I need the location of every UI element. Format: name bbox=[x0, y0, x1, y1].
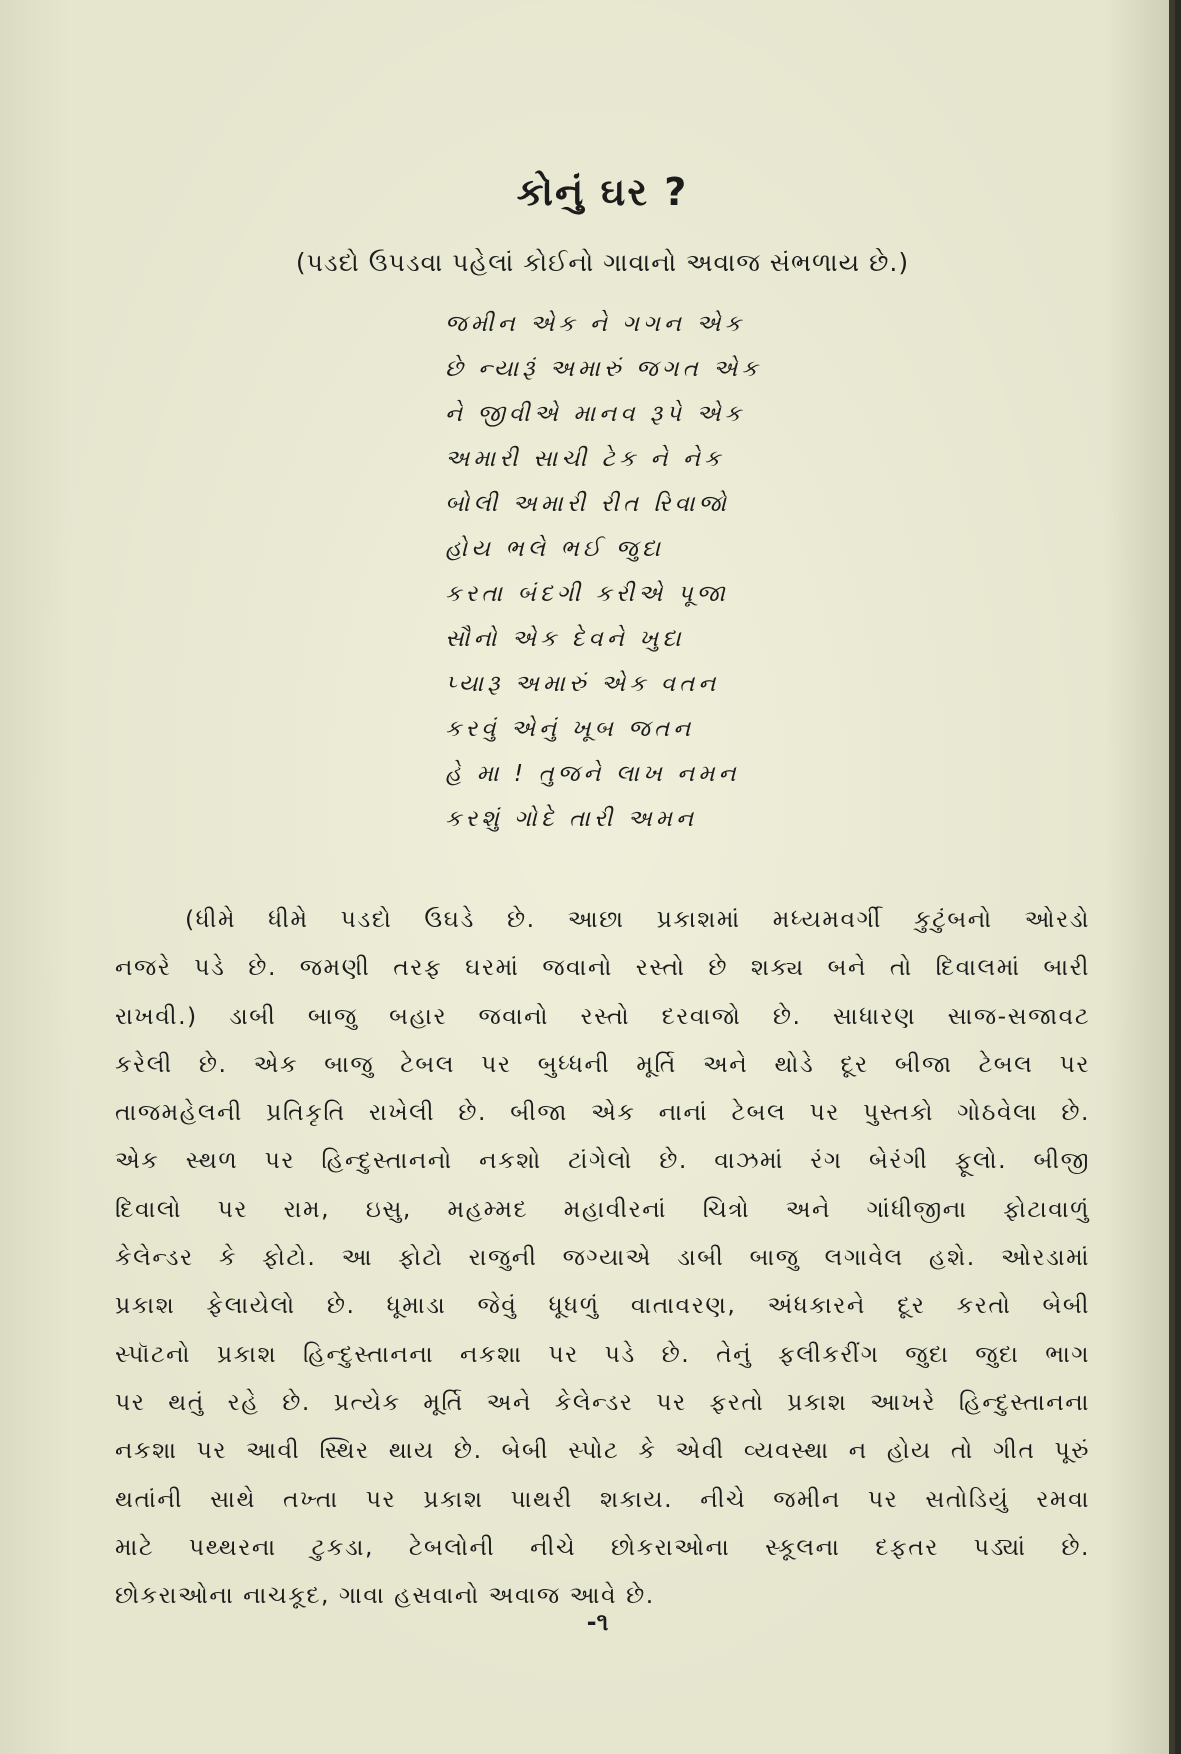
paragraph-line: તાજમહેલની પ્રતિકૃતિ રાખેલી છે. બીજા એક નાનાં ટેબલ પર પુસ્તકો ગોઠવેલા છે. bbox=[115, 1098, 1090, 1127]
paragraph-line: નકશા પર આવી સ્થિર થાય છે. બેબી સ્પોટ કે એવી વ્યવસ્થા ન હોય તો ગીત પૂરું bbox=[115, 1436, 1090, 1465]
page-number: -૧ bbox=[586, 1608, 609, 1636]
page-edge-shadow bbox=[1169, 0, 1175, 1754]
page-title: કોનું ઘર ? bbox=[516, 170, 689, 214]
paragraph-line: નજરે પડે છે. જમણી તરફ ઘરમાં જવાનો રસ્તો છે શક્ય બને તો દિવાલમાં બારી bbox=[115, 953, 1090, 982]
scene-description-paragraph bbox=[115, 895, 1090, 1619]
stage-direction-note: (પડદો ઉપડવા પહેલાં કોઈનો ગાવાનો અવાજ સંભળાય છે.) bbox=[295, 248, 910, 277]
verse-line: જમીન એક ને ગગન એક bbox=[445, 311, 745, 337]
verse-line: બોલી અમારી રીત રિવાજો bbox=[445, 491, 731, 517]
verse-line: સૌનો એક દેવને ખુદા bbox=[445, 626, 685, 652]
paragraph-line: એક સ્થળ પર હિન્દુસ્તાનનો નકશો ટાંગેલો છે. વાઝમાં રંગ બેરંગી ફૂલો. બીજી bbox=[115, 1146, 1090, 1175]
paragraph-line: દિવાલો પર રામ, ઇસુ, મહમ્મદ મહાવીરનાં ચિત્રો અને ગાંધીજીના ફોટાવાળું bbox=[115, 1194, 1090, 1223]
song-verse bbox=[445, 302, 845, 842]
verse-line: છે ન્યારૂં અમારું જગત એક bbox=[445, 356, 762, 382]
verse-line: કરવું એનું ખૂબ જતન bbox=[445, 716, 695, 742]
paragraph-line: છોકરાઓના નાચકૂદ, ગાવા હસવાનો અવાજ આવે છે. bbox=[115, 1581, 655, 1610]
paragraph-line: સ્પૉટનો પ્રકાશ હિન્દુસ્તાનના નકશા પર પડે છે. તેનું ફલીકરીંગ જુદા જુદા ભાગ bbox=[115, 1339, 1090, 1368]
paragraph-line: કરેલી છે. એક બાજુ ટેબલ પર બુધ્ધની મૂર્તિ અને થોડે દૂર બીજા ટેબલ પર bbox=[115, 1049, 1090, 1078]
verse-line: ને જીવીએ માનવ રૂપે એક bbox=[445, 401, 745, 427]
verse-line: અમારી સાચી ટેક ને નેક bbox=[445, 446, 725, 472]
verse-line: હે મા ! તુજને લાખ નમન bbox=[445, 761, 740, 787]
verse-line: હોય ભલે ભઈ જુદા bbox=[445, 536, 665, 562]
paragraph-line: માટે પથ્થરના ટુકડા, ટેબલોની નીચે છોકરાઓના સ્કૂલના દફતર પડ્યાં છે. bbox=[115, 1532, 1090, 1561]
paragraph-line: રાખવી.) ડાબી બાજુ બહાર જવાનો રસ્તો દરવાજો છે. સાધારણ સાજ-સજાવટ bbox=[115, 1001, 1090, 1030]
verse-line: પ્યારૂ અમારું એક વતન bbox=[445, 671, 720, 697]
paragraph-line: થતાંની સાથે તખ્તા પર પ્રકાશ પાથરી શકાય. નીચે જમીન પર સતોડિયું રમવા bbox=[115, 1484, 1090, 1513]
paragraph-line: પ્રકાશ ફેલાયેલો છે. ધૂમાડા જેવું ધૂધળું વાતાવરણ, અંધકારને દૂર કરતો બેબી bbox=[115, 1291, 1090, 1320]
verse-line: કરતા બંદગી કરીએ પૂજા bbox=[445, 581, 729, 607]
paragraph-line: (ધીમે ધીમે પડદો ઉઘડે છે. આછા પ્રકાશમાં મધ્યમવર્ગી કુટુંબનો ઓરડો bbox=[185, 905, 1090, 933]
paragraph-line: કેલેન્ડર કે ફોટો. આ ફોટો રાજુની જગ્યાએ ડાબી બાજુ લગાવેલ હશે. ઓરડામાં bbox=[115, 1243, 1090, 1272]
paragraph-line: પર થતું રહે છે. પ્રત્યેક મૂર્તિ અને કેલેન્ડર પર ફરતો પ્રકાશ આખરે હિન્દુસ્તાનના bbox=[115, 1387, 1090, 1416]
verse-line: કરશું ગોદે તારી અમન bbox=[445, 806, 698, 832]
